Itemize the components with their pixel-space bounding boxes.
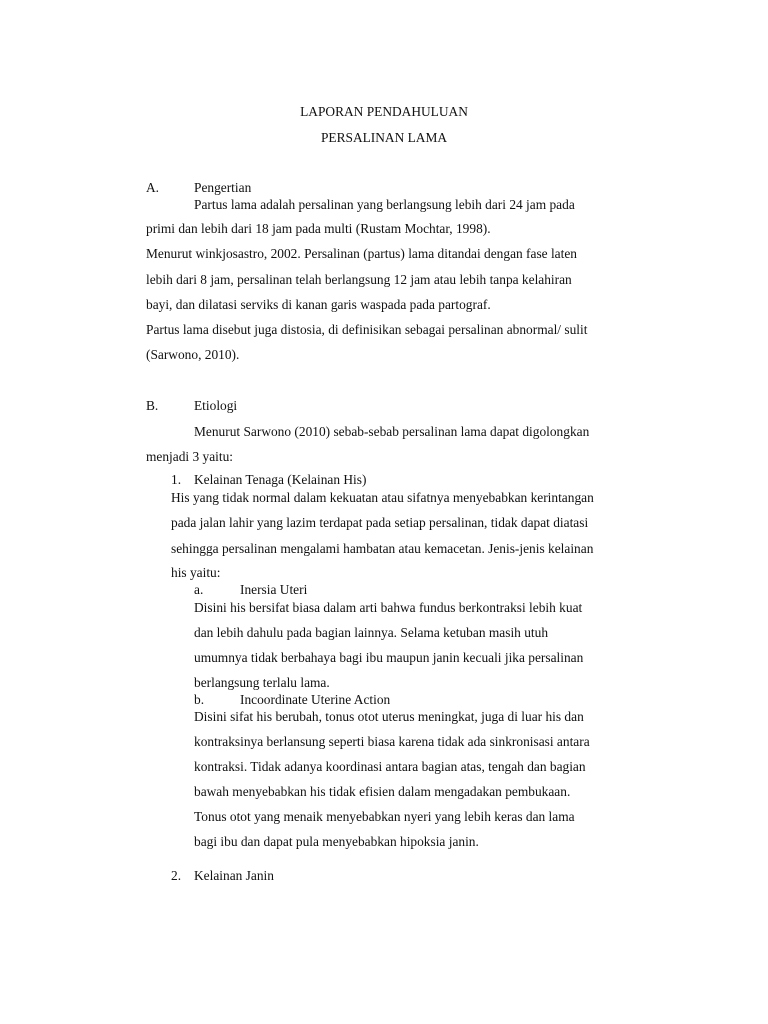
subitem-body-line: Disini sifat his berubah, tonus otot uterus meningkat, juga di luar his dan xyxy=(194,709,584,724)
item-body-line: His yang tidak normal dalam kekuatan atau sifatnya menyebabkan kerintangan xyxy=(171,490,594,505)
subitem-body-line: bagi ibu dan dapat pula menyebabkan hipoksia janin. xyxy=(194,834,479,849)
subitem-body-line: dan lebih dahulu pada bagian lainnya. Selama ketuban masih utuh xyxy=(194,625,549,640)
subitem-body-line: kontraksinya berlansung seperti biasa karena tidak ada sinkronisasi antara xyxy=(194,734,590,749)
item-body-line: his yaitu: xyxy=(171,565,221,580)
document-subtitle: PERSALINAN LAMA xyxy=(320,130,448,145)
list-item-title: Kelainan Tenaga (Kelainan His) xyxy=(194,472,367,487)
section-b-heading: Etiologi xyxy=(194,398,238,413)
section-a-label: A. xyxy=(146,180,160,195)
list-item-title: Kelainan Janin xyxy=(194,868,274,883)
item-body-line: pada jalan lahir yang lazim terdapat pada setiap persalinan, tidak dapat diatasi xyxy=(171,515,589,530)
subitem-letter: a. xyxy=(194,582,204,597)
subitem-body-line: bawah menyebabkan his tidak efisien dalam mengadakan pembukaan. xyxy=(194,784,571,799)
subitem-body-line: kontraksi. Tidak adanya koordinasi antara bagian atas, tengah dan bagian xyxy=(194,759,586,774)
paragraph-line: lebih dari 8 jam, persalinan telah berlangsung 12 jam atau lebih tanpa kelahiran xyxy=(146,272,572,287)
subitem-body-line: berlangsung terlalu lama. xyxy=(194,675,330,690)
subitem-letter: b. xyxy=(194,692,205,707)
intro-line: Menurut Sarwono (2010) sebab-sebab persalinan lama dapat digolongkan xyxy=(194,424,590,439)
section-b-label: B. xyxy=(146,398,159,413)
list-item-number: 1. xyxy=(171,472,182,487)
subitem-body-line: umumnya tidak berbahaya bagi ibu maupun janin kecuali jika persalinan xyxy=(194,650,584,665)
paragraph-line: (Sarwono, 2010). xyxy=(146,347,240,362)
subitem-title: Inersia Uteri xyxy=(240,582,308,597)
section-a-heading: Pengertian xyxy=(194,180,252,195)
paragraph-line: Menurut winkjosastro, 2002. Persalinan (partus) lama ditandai dengan fase laten xyxy=(146,246,577,261)
subitem-body-line: Tonus otot yang menaik menyebabkan nyeri yang lebih keras dan lama xyxy=(194,809,575,824)
paragraph-line: Partus lama adalah persalinan yang berlangsung lebih dari 24 jam pada xyxy=(194,197,575,212)
subitem-body-line: Disini his bersifat biasa dalam arti bahwa fundus berkontraksi lebih kuat xyxy=(194,600,583,615)
paragraph-line: Partus lama disebut juga distosia, di definisikan sebagai persalinan abnormal/ sulit xyxy=(146,322,588,337)
paragraph-line: primi dan lebih dari 18 jam pada multi (Rustam Mochtar, 1998). xyxy=(146,221,491,236)
item-body-line: sehingga persalinan mengalami hambatan atau kemacetan. Jenis-jenis kelainan xyxy=(171,541,594,556)
subitem-title: Incoordinate Uterine Action xyxy=(240,692,391,707)
list-item-number: 2. xyxy=(171,868,182,883)
intro-line: menjadi 3 yaitu: xyxy=(146,449,234,464)
paragraph-line: bayi, dan dilatasi serviks di kanan garis waspada pada partograf. xyxy=(146,297,491,312)
document-title: LAPORAN PENDAHULUAN xyxy=(300,104,468,119)
